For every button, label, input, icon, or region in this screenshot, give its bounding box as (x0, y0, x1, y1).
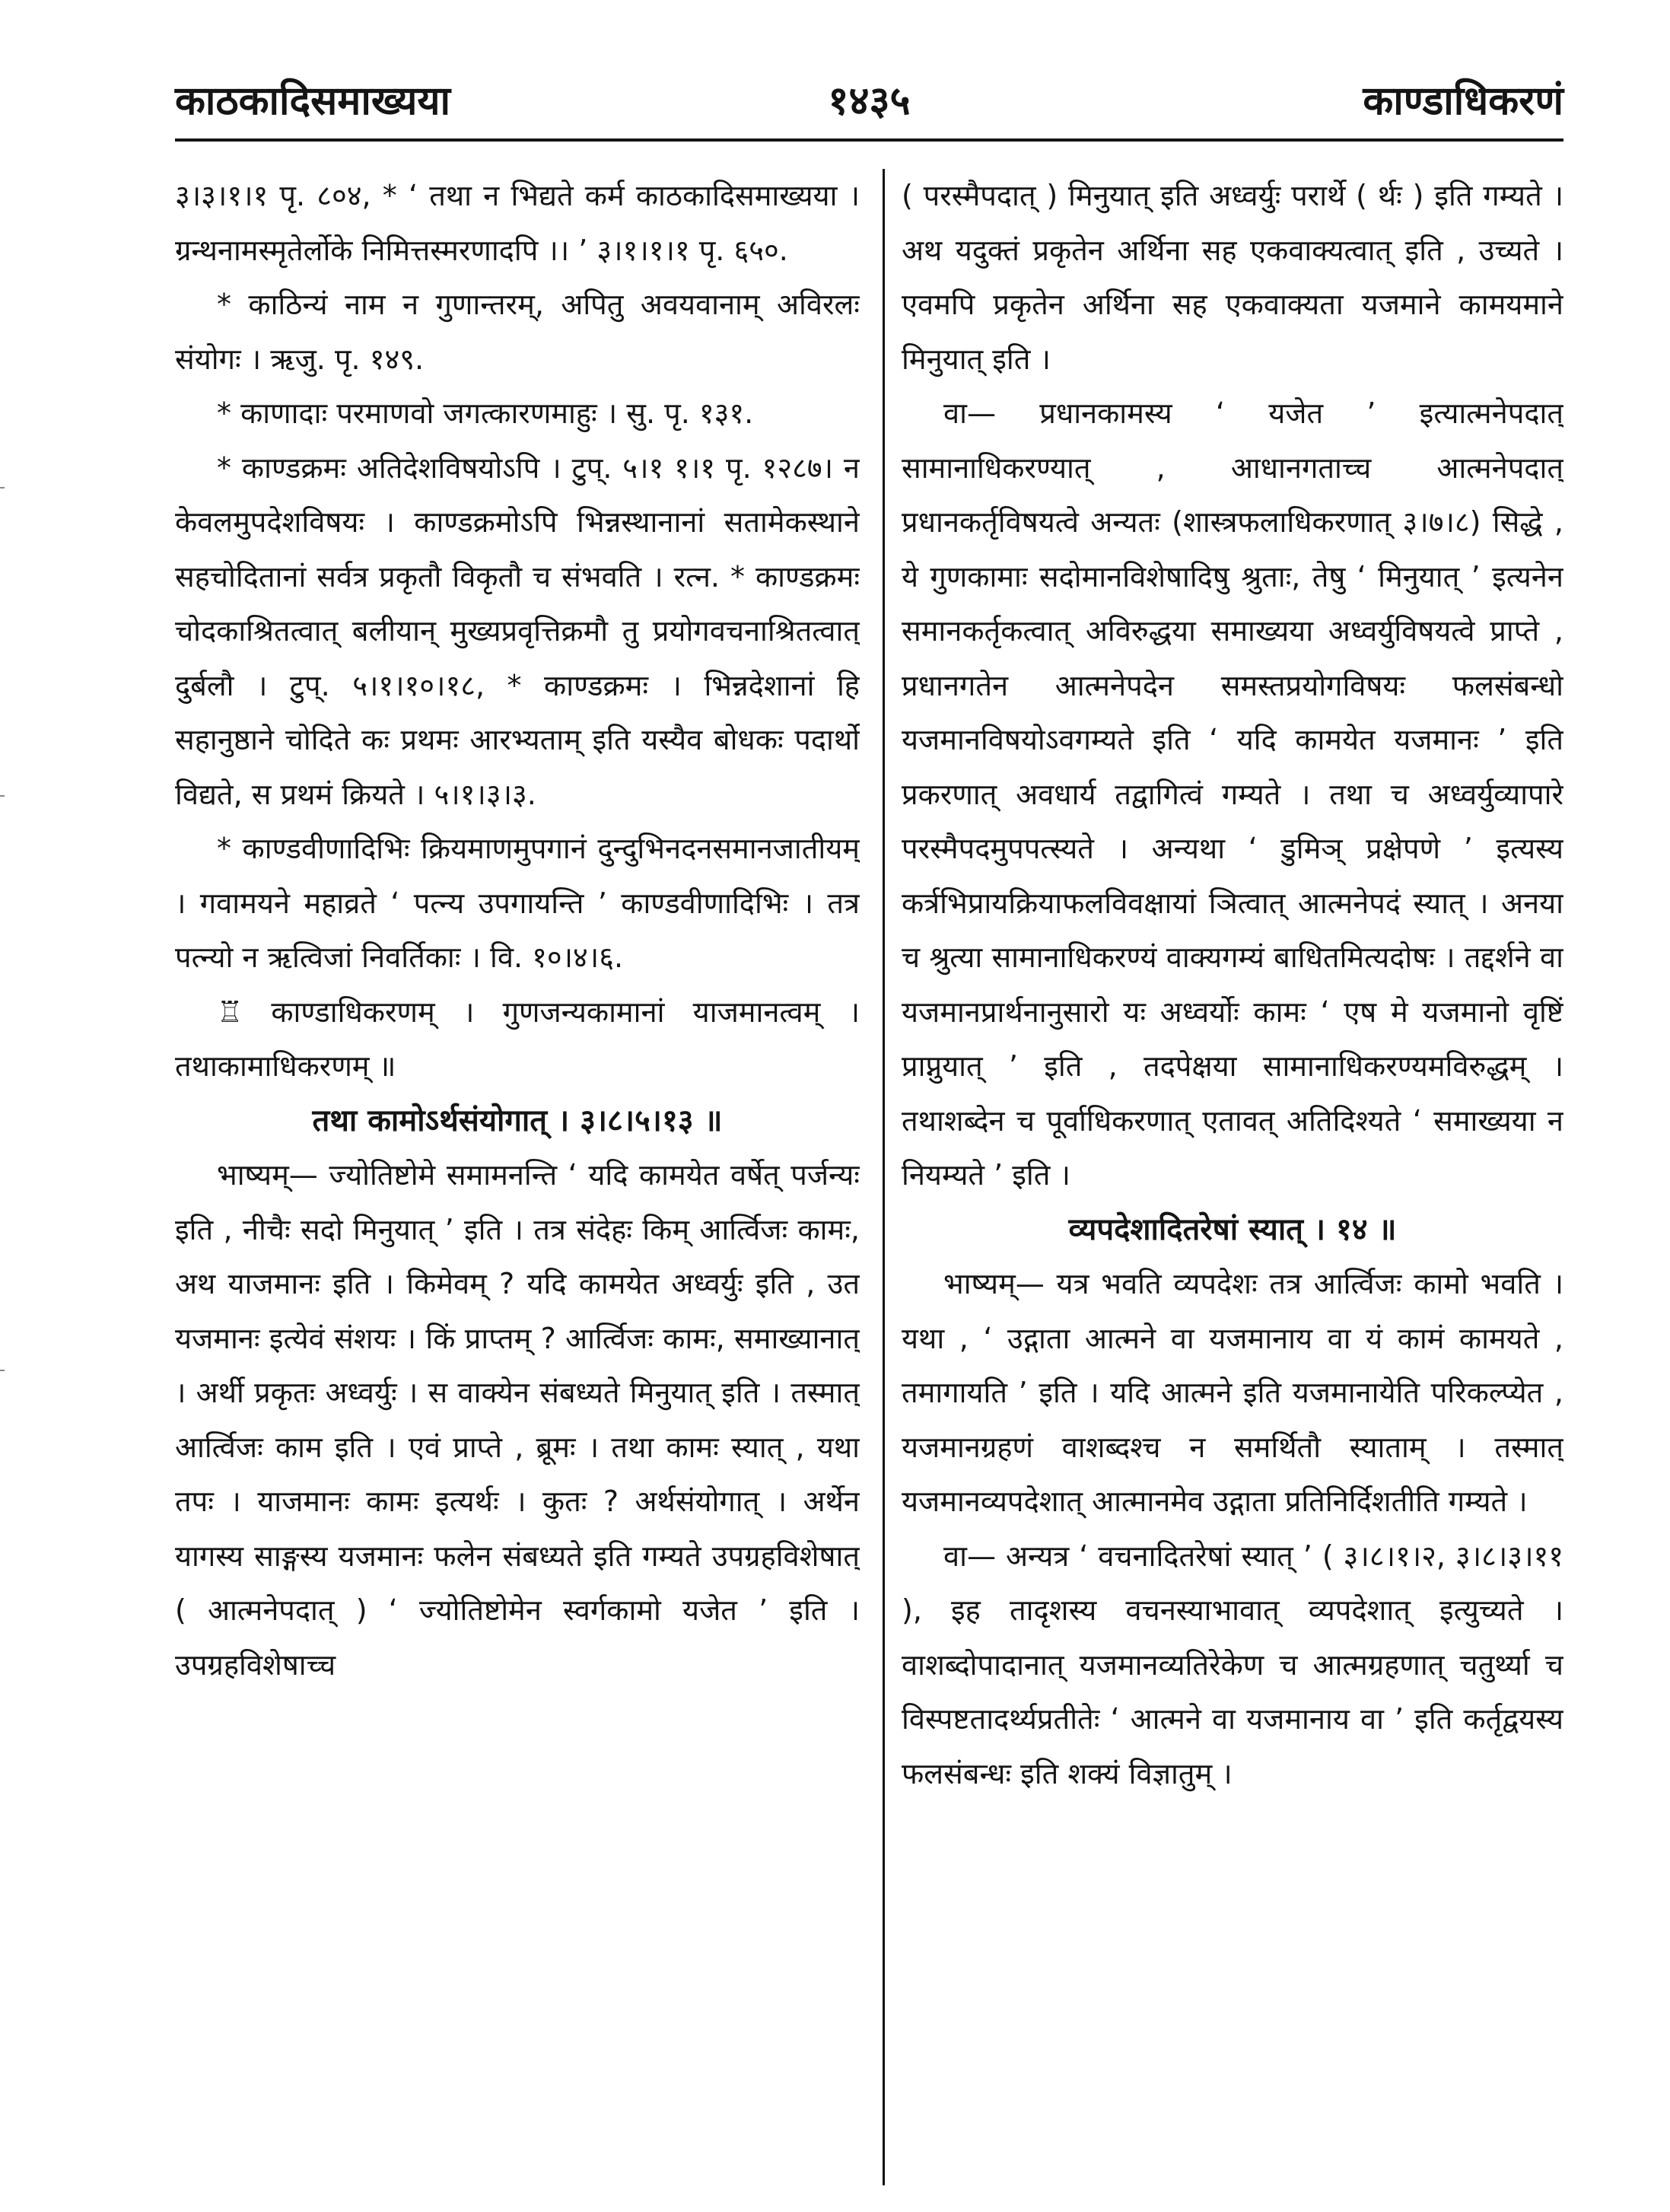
scan-edge-mark (0, 1370, 5, 1371)
paragraph: वा— अन्यत्र ‘ वचनादितरेषां स्यात् ’ ( ३।८।१।२, ३।८।३।११ ), इह तादृशस्य वचनस्याभावात् व्यपदेशात् इत्युच्यते । वाशब्दोपादानात् यजमानव्यतिरेकेण च आत्मग्रहणात् चतुर्थ्या च विस्पष्टतादर्थ्यप्रतीतेः ‘ आत्मने वा यजमानाय वा ’ इति कर्तृद्वयस्य फलसंबन्धः इति शक्यं विज्ञातुम् । (902, 1539, 1563, 1790)
paragraph: वा— प्रधानकामस्य ‘ यजेत ’ इत्यात्मनेपदात् सामानाधिकरण्यात् , आधानगताच्च आत्मनेपदात् प्रधानकर्तृविषयत्वे अन्यतः (शास्त्रफलाधिकरणात् ३।७।८) सिद्धे , ये गुणकामाः सदोमानविशेषादिषु श्रुताः, तेषु ‘ मिनुयात् ’ इत्यनेन समानकर्तृकत्वात् अविरुद्धया समाख्यया अध्वर्युविषयत्वे प्राप्ते , प्रधानगतेन आत्मनेपदेन समस्तप्रयोगविषयः फलसंबन्धो यजमानविषयोऽवगम्यते इति ‘ यदि कामयेत यजमानः ’ इति प्रकरणात् अवधार्य तद्वागित्वं गम्यते । तथा च अध्वर्युव्यापारे परस्मैपदमुपपत्स्यते । अन्यथा ‘ डुमिञ् प्रक्षेपणे ’ इत्यस्य कर्त्रभिप्रायक्रियाफलविवक्षायां ञित्वात् आत्मनेपदं स्यात् । अनया च श्रुत्या सामानाधिकरण्यं वाक्यगम्यं बाधितमित्यदोषः । तद्दर्शने वा यजमानप्रार्थनानुसारो यः अध्वर्योः कामः ‘ एष मे यजमानो वृष्टिं प्राप्नुयात् ’ इति , तदपेक्षया सामानाधिकरण्यमविरुद्धम् । तथाशब्देन च पूर्वाधिकरणात् एतावत् अतिदिश्यते ‘ समाख्यया न नियम्यते ’ इति । (902, 396, 1563, 1192)
right-column (902, 169, 1563, 2185)
sutra-heading: तथा कामोऽर्थसंयोगात् । ३।८।५।१३ ॥ (312, 1103, 723, 1138)
paragraph: * काठिन्यं नाम न गुणान्तरम्, अपितु अवयवानाम् अविरलः संयोगः । ऋजु. पृ. १४९. (175, 288, 860, 376)
page-number: १४३५ (828, 78, 911, 124)
column-divider (883, 169, 885, 2185)
running-head-left: काठकादिसमाख्यया (175, 78, 451, 124)
paragraph: भाष्यम्— यत्र भवति व्यपदेशः तत्र आर्त्विजः कामो भवति । यथा , ‘ उद्गाता आत्मने वा यजमानाय वा यं कामं कामयते , तमागायति ’ इति । यदि आत्मने इति यजमानायेति परिकल्प्येत , यजमानग्रहणं वाशब्दश्च न समर्थितौ स्याताम् । तस्मात् यजमानव्यपदेशात् आत्मानमेव उद्गाता प्रतिनिर्दिशतीति गम्यते । (902, 1267, 1563, 1518)
scan-edge-mark (0, 795, 5, 797)
paragraph: * काणादाः परमाणवो जगत्कारणमाहुः । सु. पृ. १३१. (217, 396, 754, 430)
paragraph: * काण्डवीणादिभिः क्रियमाणमुपगानं दुन्दुभिनदनसमानजातीयम् । गवामयने महाव्रते ‘ पत्न्य उपगायन्ति ’ काण्डवीणादिभिः । तत्र पत्न्यो न ऋत्विजां निवर्तिकाः । वि. १०।४।६. (175, 832, 860, 974)
header-rule (175, 138, 1563, 142)
paragraph: भाष्यम्— ज्योतिष्टोमे समामनन्ति ‘ यदि कामयेत वर्षेत् पर्जन्यः इति , नीचैः सदो मिनुयात् ’ इति । तत्र संदेहः किम् आर्त्विजः कामः, अथ याजमानः इति । किमेवम् ? यदि कामयेत अध्वर्युः इति , उत यजमानः इत्येवं संशयः । किं प्राप्तम् ? आर्त्विजः कामः, समाख्यानात् । अर्थी प्रकृतः अध्वर्युः । स वाक्येन संबध्यते मिनुयात् इति । तस्मात् आर्त्विजः काम इति । एवं प्राप्ते , ब्रूमः । तथा कामः स्यात् , यथा तपः । याजमानः कामः इत्यर्थः । कुतः ? अर्थसंयोगात् । अर्थेन यागस्य साङ्गस्य यजमानः फलेन संबध्यते इति गम्यते उपग्रहविशेषात् ( आत्मनेपदात् ) ‘ ज्योतिष्टोमेन स्वर्गकामो यजेत ’ इति । उपग्रहविशेषाच्च (175, 1158, 860, 1682)
left-column (175, 169, 860, 2185)
scan-edge-mark (0, 487, 5, 489)
paragraph: ३।३।१।१ पृ. ८०४, * ‘ तथा न भिद्यते कर्म काठकादिसमाख्यया । ग्रन्थनामस्मृतेर्लोके निमित्तस्मरणादपि ।। ’ ३।१।१।१ पृ. ६५०. (175, 179, 860, 267)
page-header (175, 75, 1563, 135)
paragraph: * काण्डक्रमः अतिदेशविषयोऽपि । टुप्. ५।१ १।१ पृ. १२८७। न केवलमुपदेशविषयः । काण्डक्रमोऽपि भिन्नस्थानानां सतामेकस्थाने सहचोदितानां सर्वत्र प्रकृतौ विकृतौ च संभवति । रत्न. * काण्डक्रमः चोदकाश्रितत्वात् बलीयान् मुख्यप्रवृत्तिक्रमौ तु प्रयोगवचनाश्रितत्वात् दुर्बलौ । टुप्. ५।१।१०।१८, * काण्डक्रमः । भिन्नदेशानां हि सहानुष्ठाने चोदिते कः प्रथमः आरभ्यताम् इति यस्यैव बोधकः पदार्थो विद्यते, स प्रथमं क्रियते । ५।१।३।३. (175, 450, 860, 811)
section-heading: ♖ काण्डाधिकरणम् । गुणजन्यकामानां याजमानत्वम् । तथाकामाधिकरणम् ॥ (175, 995, 860, 1083)
sutra-heading: व्यपदेशादितरेषां स्यात् । १४ ॥ (1068, 1211, 1397, 1247)
running-head-right: काण्डाधिकरणं (1363, 78, 1563, 124)
paragraph: ( परस्मैपदात् ) मिनुयात् इति अध्वर्युः परार्थे ( र्थः ) इति गम्यते । अथ यदुक्तं प्रकृतेन अर्थिना सह एकवाक्यत्वात् इति , उच्यते । एवमपि प्रकृतेन अर्थिना सह एकवाक्यता यजमाने कामयमाने मिनुयात् इति । (902, 179, 1563, 376)
